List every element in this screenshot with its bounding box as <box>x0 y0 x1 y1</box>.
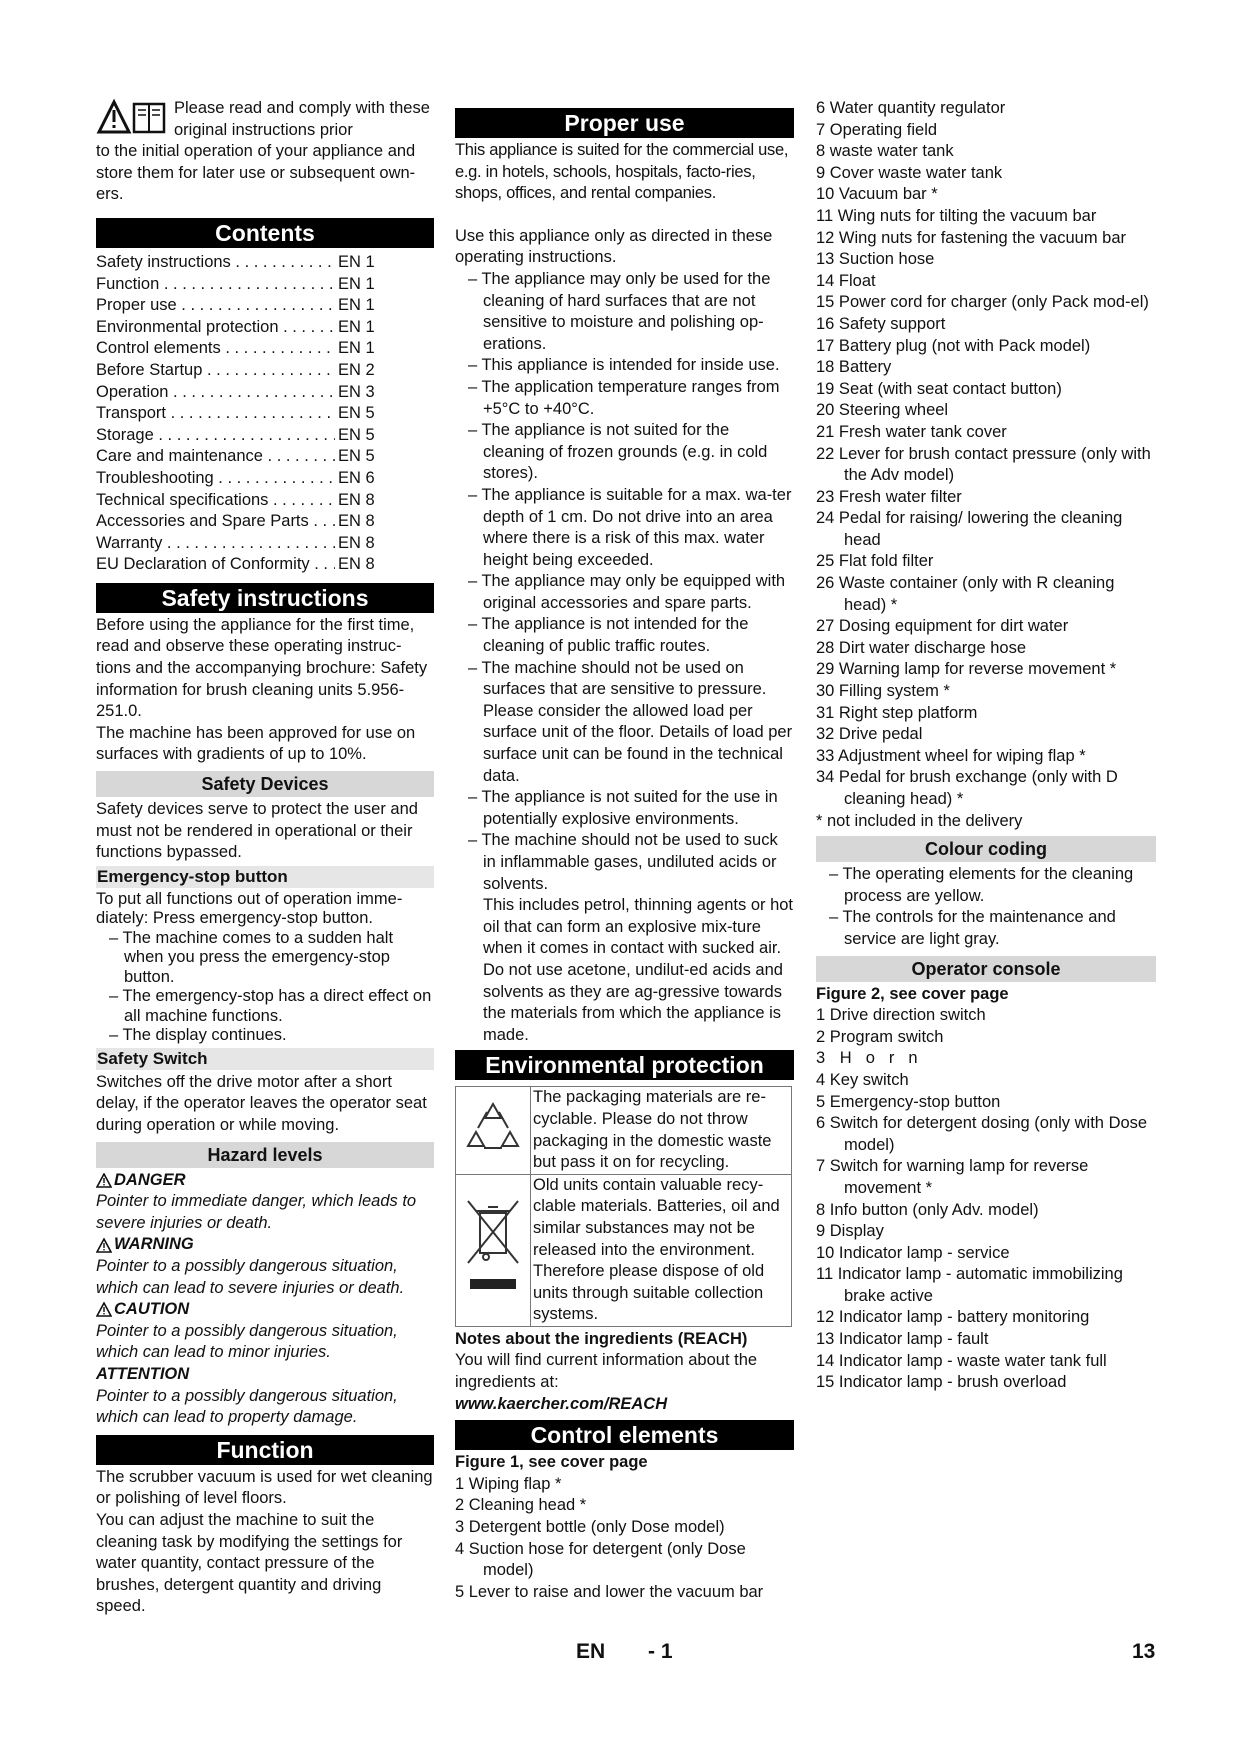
toc-entry[interactable] <box>96 554 386 576</box>
console-list-part1 <box>816 1005 1156 1048</box>
proper-use-item: – The appliance is not suited for the cleaning of frozen grounds (e.g. in cold stores). <box>468 421 768 483</box>
toc-page: EN 8 <box>338 533 375 552</box>
control-element-item: 21 Fresh water tank cover <box>816 422 1007 441</box>
toc-page: EN 5 <box>338 425 375 444</box>
toc-label: Troubleshooting . . . <box>96 468 335 490</box>
intro-text-rest: to the initial operation of your appliance and store them for later use or subsequent own-ers. <box>96 142 416 204</box>
control-element-item: 4 Suction hose for detergent (only Dose model) <box>455 1539 746 1580</box>
toc-page: EN 6 <box>338 468 375 487</box>
toc-page: EN 8 <box>338 555 375 574</box>
warning-book-icon <box>96 98 172 140</box>
proper-use-item: – The application temperature ranges from +5°C to +40°C. <box>468 377 780 418</box>
proper-use-item: – This appliance is intended for inside use. <box>468 356 780 375</box>
toc-entry[interactable] <box>96 317 386 339</box>
control-element-item: 6 Water quantity regulator <box>816 99 1006 117</box>
safety-heading: Safety instructions <box>96 583 434 613</box>
proper-use-extra: This includes petrol, thinning agents or hot oil that can form an explosive mix-ture when it comes in contact with sucked air. Do not use acetone, undilut-ed acids and solvents as they are ag-gressive towards the materials from which the appliance is made. <box>483 896 794 1044</box>
recycle-icon <box>464 1098 522 1156</box>
control-element-item: 13 Suction hose <box>816 250 935 269</box>
contents-heading: Contents <box>96 218 434 248</box>
footer-language: EN <box>576 1640 606 1663</box>
column-right <box>816 98 1156 1394</box>
control-element-item: 27 Dosing equipment for dirt water <box>816 617 1069 636</box>
estop-item: – The machine comes to a sudden halt when you press the emergency-stop button. <box>109 928 394 986</box>
column-middle <box>455 108 794 1603</box>
toc-label: Technical specifications . . . <box>96 490 335 512</box>
toc-page: EN 2 <box>338 360 375 379</box>
toc-page: EN 1 <box>338 274 375 293</box>
weee-cell <box>456 1174 531 1326</box>
toc-label: Transport . . . <box>96 403 335 425</box>
toc-entry[interactable] <box>96 533 386 555</box>
toc-label: Before Startup . . . <box>96 360 335 382</box>
control-element-item: 11 Wing nuts for tilting the vacuum bar <box>816 206 1097 225</box>
control-element-item: 23 Fresh water filter <box>816 487 962 506</box>
console-figure-ref: Figure 2, see cover page <box>816 984 1009 1003</box>
console-item: 10 Indicator lamp - service <box>816 1243 1010 1262</box>
control-elements-heading: Control elements <box>455 1420 794 1450</box>
proper-use-item: – The appliance is not intended for the cleaning of public traffic routes. <box>468 615 749 656</box>
control-element-item: 1 Wiping flap * <box>455 1474 562 1493</box>
proper-use-item: – The appliance is not suited for the use in potentially explosive environments. <box>468 788 778 828</box>
warning-label: WARNING <box>96 1234 434 1256</box>
reach-heading: Notes about the ingredients (REACH) <box>455 1329 748 1348</box>
estop-block <box>96 890 434 1046</box>
toc-page: EN 1 <box>338 317 375 336</box>
control-element-item: 24 Pedal for raising/ lowering the cleaning head <box>816 509 1123 549</box>
delivery-note: * not included in the delivery <box>816 811 1023 830</box>
toc-entry[interactable] <box>96 360 386 382</box>
console-item: 6 Switch for detergent dosing (only with Dose model) <box>816 1114 1148 1154</box>
hazard-heading: Hazard levels <box>96 1142 434 1168</box>
toc-entry[interactable] <box>96 295 386 317</box>
control-element-item: 25 Flat fold filter <box>816 552 934 571</box>
toc-page: EN 1 <box>338 252 375 271</box>
crossed-out-bin-icon <box>464 1199 522 1295</box>
toc-entry[interactable] <box>96 403 386 425</box>
control-figure-ref: Figure 1, see cover page <box>455 1453 648 1472</box>
control-element-item: 18 Battery <box>816 358 892 377</box>
console-item: 5 Emergency-stop button <box>816 1092 1001 1111</box>
proper-use-item: – The machine should not be used to suck in inflammable gases, undiluted acids or solvents. <box>468 831 778 893</box>
toc-entry[interactable] <box>96 425 386 447</box>
toc-label: Function . . . <box>96 274 335 296</box>
function-text-1: The scrubber vacuum is used for wet cleaning or polishing of level floors. <box>96 1467 433 1508</box>
control-element-item: 32 Drive pedal <box>816 725 923 744</box>
control-element-item: 20 Steering wheel <box>816 401 949 420</box>
colour-item: – The controls for the maintenance and service are light gray. <box>829 908 1116 948</box>
toc-label: Care and maintenance . . . <box>96 446 335 468</box>
proper-use-item: – The appliance may only be used for the cleaning of hard surfaces that are not sensitive to moisture and polishing op-erations. <box>468 269 771 353</box>
estop-item: – The emergency-stop has a direct effect on all machine functions. <box>109 987 432 1025</box>
toc-label: Accessories and Spare Parts . . . <box>96 511 335 533</box>
control-element-item: 14 Float <box>816 271 876 290</box>
console-item: 1 Drive direction switch <box>816 1006 986 1025</box>
function-heading: Function <box>96 1435 434 1465</box>
control-list-part2 <box>816 98 1156 811</box>
control-element-item: 22 Lever for brush contact pressure (only with the Adv model) <box>816 444 1151 485</box>
weee-text: Old units contain valuable recy-clable materials. Batteries, oil and similar substances may not be released into the environment. Therefore please dispose of old units through suitable collection systems. <box>531 1174 792 1326</box>
control-element-item: 30 Filling system * <box>816 682 950 701</box>
recycle-cell <box>456 1087 531 1174</box>
toc-entry[interactable] <box>96 252 386 274</box>
caution-text: Pointer to a possibly dangerous situation, which can lead to minor injuries. <box>96 1321 398 1362</box>
reach-link[interactable]: www.kaercher.com/REACH <box>455 1394 668 1413</box>
console-list-part2 <box>816 1070 1156 1394</box>
hazard-levels <box>96 1170 434 1429</box>
estop-text: To put all functions out of operation imme-diately: Press emergency-stop button. <box>96 889 403 928</box>
control-element-item: 19 Seat (with seat contact button) <box>816 379 1062 398</box>
operator-console-heading: Operator console <box>816 956 1156 982</box>
control-element-item: 5 Lever to raise and lower the vacuum bar <box>455 1582 764 1601</box>
control-element-item: 3 Detergent bottle (only Dose model) <box>455 1518 725 1537</box>
toc-label: Control elements . . . <box>96 338 335 360</box>
safety-devices-heading: Safety Devices <box>96 771 434 797</box>
warning-triangle-icon <box>96 1238 112 1253</box>
colour-item: – The operating elements for the cleaning process are yellow. <box>829 865 1134 905</box>
proper-use-list <box>455 269 794 895</box>
control-element-item: 17 Battery plug (not with Pack model) <box>816 336 1091 355</box>
safety-switch-text: Switches off the drive motor after a short delay, if the operator leaves the operator seat during operation or while moving. <box>96 1072 427 1134</box>
safety-switch-heading: Safety Switch <box>96 1048 434 1070</box>
control-element-item: 9 Cover waste water tank <box>816 163 1003 182</box>
caution-label: CAUTION <box>96 1299 434 1321</box>
colour-coding-heading: Colour coding <box>816 836 1156 862</box>
control-element-item: 2 Cleaning head * <box>455 1496 587 1515</box>
warning-triangle-icon <box>96 1302 112 1317</box>
control-list-part1 <box>455 1474 794 1604</box>
toc-page: EN 5 <box>338 404 375 423</box>
footer-page-code: - 1 <box>648 1640 673 1663</box>
contents-list <box>96 252 386 576</box>
toc-page: EN 1 <box>338 296 375 315</box>
proper-use-item: – The appliance may only be equipped with original accessories and spare parts. <box>468 572 786 612</box>
console-item-horn: 3 Horn <box>816 1049 932 1068</box>
reach-text: You will find current information about the ingredients at: <box>455 1351 758 1392</box>
toc-label: Safety instructions . . . <box>96 252 335 274</box>
warning-text: Pointer to a possibly dangerous situation, which can lead to severe injuries or death. <box>96 1256 405 1297</box>
toc-label: Proper use . . . <box>96 295 335 317</box>
control-element-item: 26 Waste container (only with R cleaning head) * <box>816 574 1115 614</box>
console-item: 4 Key switch <box>816 1070 909 1089</box>
safety-intro: Before using the appliance for the first time, read and observe these operating instruc-tions and the accompanying brochure: Safety information for brush cleaning units 5.956-251.0. <box>96 615 428 721</box>
safety-gradient-note: The machine has been approved for use on surfaces with gradients of up to 10%. <box>96 723 416 764</box>
recycle-text: The packaging materials are re-cyclable. Please do not throw packaging in the domestic waste but pass it on for recycling. <box>531 1087 792 1174</box>
environment-table <box>455 1086 792 1327</box>
control-element-item: 10 Vacuum bar * <box>816 185 938 204</box>
intro-block <box>96 98 434 206</box>
attention-text: Pointer to a possibly dangerous situation, which can lead to property damage. <box>96 1386 398 1427</box>
toc-label: Environmental protection . . . <box>96 317 335 339</box>
toc-label: Operation . . . <box>96 382 335 404</box>
console-item: 8 Info button (only Adv. model) <box>816 1200 1039 1219</box>
control-element-item: 28 Dirt water discharge hose <box>816 638 1027 657</box>
control-element-item: 29 Warning lamp for reverse movement * <box>816 660 1117 679</box>
console-item: 15 Indicator lamp - brush overload <box>816 1373 1067 1392</box>
control-element-item: 16 Safety support <box>816 314 946 333</box>
console-item: 11 Indicator lamp - automatic immobilizing brake active <box>816 1265 1123 1305</box>
toc-label: EU Declaration of Conformity . . . <box>96 554 335 576</box>
proper-use-item: – The machine should not be used on surfaces that are sensitive to pressure. Please consider the allowed load per surface unit of the floor. Details of load per surface unit can be found in the technical data. <box>468 658 793 785</box>
console-item: 2 Program switch <box>816 1027 944 1046</box>
control-element-item: 34 Pedal for brush exchange (only with D cleaning head) * <box>816 768 1118 808</box>
function-text-2: You can adjust the machine to suit the cleaning task by modifying the settings for water quantity, contact pressure of the brushes, detergent quantity and driving speed. <box>96 1510 403 1616</box>
danger-text: Pointer to immediate danger, which leads to severe injuries or death. <box>96 1192 417 1232</box>
console-item: 9 Display <box>816 1222 884 1241</box>
footer-page-number: 13 <box>1132 1640 1156 1663</box>
toc-label: Warranty . . . <box>96 533 335 555</box>
toc-entry[interactable] <box>96 382 386 404</box>
toc-entry[interactable] <box>96 338 386 360</box>
toc-label: Storage . . . <box>96 425 335 447</box>
console-item: 7 Switch for warning lamp for reverse movement * <box>816 1157 1089 1197</box>
column-left <box>96 98 434 1618</box>
control-element-item: 12 Wing nuts for fastening the vacuum bar <box>816 228 1127 247</box>
warning-triangle-icon <box>96 1173 112 1188</box>
control-element-item: 7 Operating field <box>816 120 938 139</box>
toc-entry[interactable] <box>96 274 386 296</box>
control-element-item: 31 Right step platform <box>816 703 978 722</box>
toc-page: EN 1 <box>338 339 375 358</box>
toc-entry[interactable] <box>96 490 386 512</box>
control-element-item: 33 Adjustment wheel for wiping flap * <box>816 746 1086 765</box>
toc-entry[interactable] <box>96 446 386 468</box>
danger-label: DANGER <box>96 1170 434 1192</box>
estop-heading: Emergency-stop button <box>96 866 434 888</box>
toc-page: EN 8 <box>338 512 375 531</box>
console-item: 14 Indicator lamp - waste water tank full <box>816 1351 1107 1370</box>
control-element-item: 8 waste water tank <box>816 142 954 161</box>
proper-use-item: – The appliance is suitable for a max. wa-ter depth of 1 cm. Do not drive into an area where there is a risk of this max. water height being exceeded. <box>468 485 792 569</box>
control-element-item: 15 Power cord for charger (only Pack mod-el) <box>816 293 1149 312</box>
console-item: 13 Indicator lamp - fault <box>816 1330 989 1349</box>
intro-text-first: Please read and comply with these original instructions prior <box>174 99 430 139</box>
console-item: 12 Indicator lamp - battery monitoring <box>816 1308 1090 1327</box>
proper-use-text: This appliance is suited for the commercial use, e.g. in hotels, schools, hospitals, facto-ries, shops, offices, and rental companies. <box>455 141 789 203</box>
toc-page: EN 8 <box>338 490 375 509</box>
environment-heading: Environmental protection <box>455 1050 794 1080</box>
toc-entry[interactable] <box>96 511 386 533</box>
proper-use-directive: Use this appliance only as directed in these operating instructions. <box>455 226 773 267</box>
estop-item: – The display continues. <box>109 1026 287 1045</box>
toc-page: EN 5 <box>338 447 375 466</box>
toc-entry[interactable] <box>96 468 386 490</box>
proper-use-heading: Proper use <box>455 108 794 138</box>
toc-page: EN 3 <box>338 382 375 401</box>
attention-label: ATTENTION <box>96 1364 190 1383</box>
safety-devices-text: Safety devices serve to protect the user and must not be rendered in operational or their functions bypassed. <box>96 800 418 862</box>
